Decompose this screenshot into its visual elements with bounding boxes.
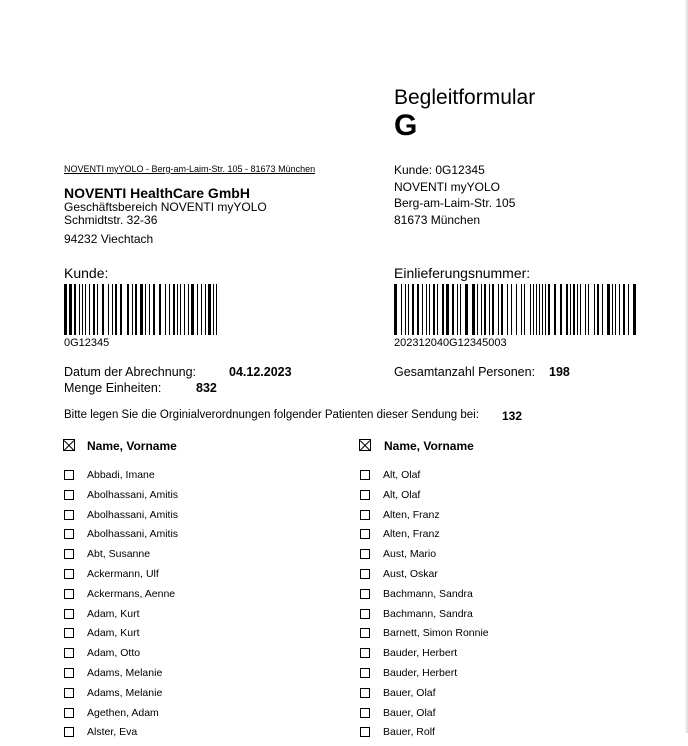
barcode-bar — [492, 284, 494, 335]
barcode-bar — [69, 284, 72, 335]
patient-name: Alten, Franz — [383, 508, 440, 521]
patient-checkbox[interactable] — [360, 628, 370, 638]
barcode-bar — [159, 284, 161, 335]
barcode-bar — [524, 284, 525, 335]
barcode-bar — [173, 284, 175, 335]
barcode-bar — [429, 284, 430, 335]
kunde-barcode-text: 0G12345 — [64, 337, 110, 349]
patient-name: Alster, Eva — [87, 726, 138, 739]
customer-number: Kunde: 0G12345 — [394, 163, 485, 177]
barcode-bar — [408, 284, 409, 335]
kunde-label: Kunde: — [64, 265, 109, 281]
patient-row — [64, 687, 314, 707]
patient-row — [64, 528, 314, 548]
column-header-right: Name, Vorname — [384, 439, 474, 453]
patient-name: Alt, Olaf — [383, 488, 421, 501]
barcode-bar — [120, 284, 122, 335]
patient-row — [64, 568, 314, 588]
barcode-bar — [135, 284, 137, 335]
patient-checkbox[interactable] — [64, 628, 74, 638]
patient-name: Alten, Franz — [383, 528, 440, 541]
patient-checkbox[interactable] — [64, 490, 74, 500]
recipient-name: NOVENTI HealthCare GmbH — [64, 185, 250, 201]
barcode-bar — [516, 284, 517, 335]
barcode-bar — [460, 284, 461, 335]
column-header-left: Name, Vorname — [87, 439, 177, 453]
barcode-bar — [542, 284, 543, 335]
select-all-checkbox-left[interactable] — [63, 439, 75, 451]
barcode-bar — [64, 284, 67, 335]
barcode-bar — [585, 284, 586, 335]
barcode-bar — [548, 284, 550, 335]
barcode-bar — [570, 284, 571, 335]
patient-checkbox[interactable] — [360, 510, 370, 520]
patient-checkbox[interactable] — [64, 708, 74, 718]
delivery-barcode — [394, 284, 638, 335]
patient-row — [360, 588, 620, 608]
patient-checkbox[interactable] — [360, 708, 370, 718]
barcode-bar — [588, 284, 589, 335]
barcode-bar — [82, 284, 83, 335]
barcode-bar — [573, 284, 575, 335]
patient-checkbox[interactable] — [360, 589, 370, 599]
barcode-bar — [205, 284, 206, 335]
barcode-bar — [85, 284, 86, 335]
patient-row — [64, 647, 314, 667]
barcode-bar — [188, 284, 189, 335]
barcode-bar — [165, 284, 166, 335]
patient-checkbox[interactable] — [64, 569, 74, 579]
patient-name: Adams, Melanie — [87, 686, 163, 699]
patient-name: Bauer, Olaf — [383, 686, 436, 699]
patient-name: Abbadi, Imane — [87, 469, 155, 481]
patient-name: Adam, Kurt — [87, 627, 140, 640]
barcode-bar — [521, 284, 522, 335]
barcode-bar — [465, 284, 468, 335]
units-value: 832 — [196, 381, 217, 395]
barcode-bar — [566, 284, 568, 335]
patient-row — [64, 726, 314, 746]
barcode-bar — [401, 284, 402, 335]
patient-name: Bauer, Olaf — [383, 706, 436, 719]
patient-name: Bauer, Rolf — [383, 726, 435, 739]
patient-checkbox[interactable] — [64, 529, 74, 539]
patient-row — [64, 627, 314, 647]
kunde-barcode — [64, 284, 222, 335]
patient-row — [360, 489, 620, 509]
barcode-bar — [102, 284, 104, 335]
patient-name: Aust, Mario — [383, 548, 437, 561]
patient-row — [360, 528, 620, 548]
barcode-bar — [545, 284, 546, 335]
patient-row — [360, 667, 620, 687]
barcode-bar — [149, 284, 150, 335]
units-label: Menge Einheiten: — [64, 381, 162, 395]
patient-checkbox[interactable] — [360, 727, 370, 737]
patient-name: Abolhassani, Amitis — [87, 508, 179, 521]
patient-name: Adam, Otto — [87, 647, 141, 660]
barcode-bar — [115, 284, 117, 335]
billing-date-value: 04.12.2023 — [229, 365, 292, 379]
sender-return-address: NOVENTI myYOLO - Berg-am-Laim-Str. 105 - 81673 München — [64, 164, 316, 174]
patient-checkbox[interactable] — [360, 529, 370, 539]
patient-checkbox[interactable] — [360, 648, 370, 658]
barcode-bar — [79, 284, 80, 335]
patient-checkbox[interactable] — [360, 569, 370, 579]
barcode-bar — [412, 284, 414, 335]
barcode-bar — [594, 284, 595, 335]
barcode-bar — [433, 284, 435, 335]
barcode-bar — [498, 284, 499, 335]
barcode-bar — [216, 284, 217, 335]
patient-name: Barnett, Simon Ronnie — [383, 627, 489, 640]
barcode-bar — [145, 284, 146, 335]
recipient-line2: Schmidtstr. 32-36 — [64, 213, 158, 227]
patient-list-right — [360, 469, 620, 746]
barcode-bar — [446, 284, 449, 335]
recipient-address — [64, 186, 267, 246]
barcode-bar — [140, 284, 143, 335]
patient-checkbox[interactable] — [360, 668, 370, 678]
barcode-bar — [417, 284, 419, 335]
barcode-bar — [132, 284, 133, 335]
barcode-bar — [530, 284, 531, 335]
patient-checkbox[interactable] — [64, 688, 74, 698]
barcode-bar — [394, 284, 397, 335]
patient-checkbox[interactable] — [64, 648, 74, 658]
patient-row — [360, 608, 620, 628]
customer-street: Berg-am-Laim-Str. 105 — [394, 196, 516, 210]
barcode-bar — [628, 284, 629, 335]
patient-checkbox[interactable] — [360, 470, 370, 480]
delivery-number-label: Einlieferungsnummer: — [394, 265, 531, 281]
barcode-bar — [93, 284, 95, 335]
barcode-bar — [177, 284, 178, 335]
barcode-bar — [477, 284, 478, 335]
barcode-bar — [623, 284, 625, 335]
barcode-bar — [127, 284, 129, 335]
recipient-line1: Geschäftsbereich NOVENTI myYOLO — [64, 200, 267, 214]
barcode-bar — [481, 284, 482, 335]
patient-row — [64, 667, 314, 687]
barcode-bar — [89, 284, 90, 335]
patient-name: Adam, Kurt — [87, 607, 140, 620]
delivery-barcode-text: 202312040G12345003 — [394, 337, 507, 349]
barcode-bar — [554, 284, 556, 335]
barcode-bar — [472, 284, 475, 335]
barcode-bar — [489, 284, 490, 335]
select-all-checkbox-right[interactable] — [359, 439, 371, 451]
patient-checkbox[interactable] — [64, 668, 74, 678]
persons-label: Gesamtanzahl Personen: — [394, 365, 536, 379]
recipient-city: 94232 Viechtach — [64, 232, 154, 246]
patient-row — [360, 469, 620, 489]
patient-row — [360, 707, 620, 727]
patient-checkbox[interactable] — [360, 688, 370, 698]
barcode-bar — [442, 284, 444, 335]
patient-row — [360, 726, 620, 746]
barcode-bar — [501, 284, 503, 335]
patient-name: Ackermans, Aenne — [87, 587, 176, 600]
barcode-bar — [108, 284, 109, 335]
patient-name: Agethen, Adam — [87, 706, 159, 719]
barcode-bar — [484, 284, 486, 335]
patient-name: Adams, Melanie — [87, 666, 163, 679]
customer-company: NOVENTI myYOLO — [394, 179, 501, 194]
barcode-bar — [533, 284, 534, 335]
barcode-bar — [426, 284, 427, 335]
patient-name: Bauder, Herbert — [383, 666, 458, 679]
barcode-bar — [612, 284, 613, 335]
form-title: Begleitformular — [394, 86, 536, 109]
barcode-bar — [97, 284, 98, 335]
barcode-bar — [580, 284, 581, 335]
barcode-bar — [452, 284, 454, 335]
patient-checkbox[interactable] — [64, 727, 74, 737]
patient-row — [360, 647, 620, 667]
barcode-bar — [560, 284, 562, 335]
patient-checkbox[interactable] — [360, 490, 370, 500]
barcode-bar — [437, 284, 438, 335]
barcode-bar — [602, 284, 603, 335]
customer-city: 81673 München — [394, 212, 481, 227]
patient-checkbox[interactable] — [360, 609, 370, 619]
form-letter: G — [394, 109, 418, 142]
customer-address — [394, 162, 515, 228]
patient-checkbox[interactable] — [64, 470, 74, 480]
patient-row — [64, 707, 314, 727]
patient-name: Bachmann, Sandra — [383, 587, 473, 600]
patient-checkbox[interactable] — [64, 510, 74, 520]
barcode-bar — [208, 284, 211, 335]
barcode-bar — [169, 284, 170, 335]
barcode-bar — [74, 284, 76, 335]
patient-row — [360, 568, 620, 588]
patient-row — [360, 687, 620, 707]
patient-row — [64, 489, 314, 509]
patient-name: Abolhassani, Amitis — [87, 528, 179, 541]
patient-name: Alt, Olaf — [383, 469, 421, 481]
patient-row — [360, 548, 620, 568]
patient-row — [360, 509, 620, 529]
patient-row — [64, 588, 314, 608]
patient-checkbox[interactable] — [64, 549, 74, 559]
instruction-text: Bitte legen Sie die Orginialverordnungen folgender Patienten dieser Sendung bei: — [64, 409, 479, 421]
barcode-bar — [422, 284, 423, 335]
patient-name: Bachmann, Sandra — [383, 607, 473, 620]
barcode-bar — [511, 284, 512, 335]
barcode-bar — [191, 284, 194, 335]
barcode-bar — [615, 284, 616, 335]
patient-name: Ackermann, Ulf — [87, 567, 159, 580]
barcode-bar — [405, 284, 406, 335]
patient-list-left — [64, 469, 314, 746]
barcode-bar — [184, 284, 185, 335]
persons-value: 198 — [549, 365, 570, 379]
patient-name: Bauder, Herbert — [383, 647, 458, 660]
patient-row — [64, 509, 314, 529]
patient-checkbox[interactable] — [360, 549, 370, 559]
patient-row — [360, 627, 620, 647]
barcode-bar — [633, 284, 636, 335]
patient-name: Abolhassani, Amitis — [87, 488, 179, 501]
barcode-bar — [619, 284, 620, 335]
barcode-bar — [201, 284, 202, 335]
barcode-bar — [213, 284, 214, 335]
barcode-bar — [507, 284, 508, 335]
patient-name: Aust, Oskar — [383, 567, 438, 580]
instruction-count: 132 — [502, 409, 523, 423]
patient-checkbox[interactable] — [64, 589, 74, 599]
barcode-bar — [607, 284, 610, 335]
barcode-bar — [597, 284, 599, 335]
barcode-bar — [457, 284, 458, 335]
barcode-bar — [180, 284, 181, 335]
barcode-bar — [577, 284, 578, 335]
barcode-bar — [153, 284, 155, 335]
barcode-bar — [112, 284, 113, 335]
barcode-bar — [197, 284, 198, 335]
patient-row — [64, 469, 314, 489]
billing-date-label: Datum der Abrechnung: — [64, 365, 197, 379]
barcode-bar — [539, 284, 540, 335]
patient-row — [64, 548, 314, 568]
barcode-bar — [536, 284, 537, 335]
patient-checkbox[interactable] — [64, 609, 74, 619]
patient-name: Abt, Susanne — [87, 548, 151, 561]
patient-row — [64, 608, 314, 628]
